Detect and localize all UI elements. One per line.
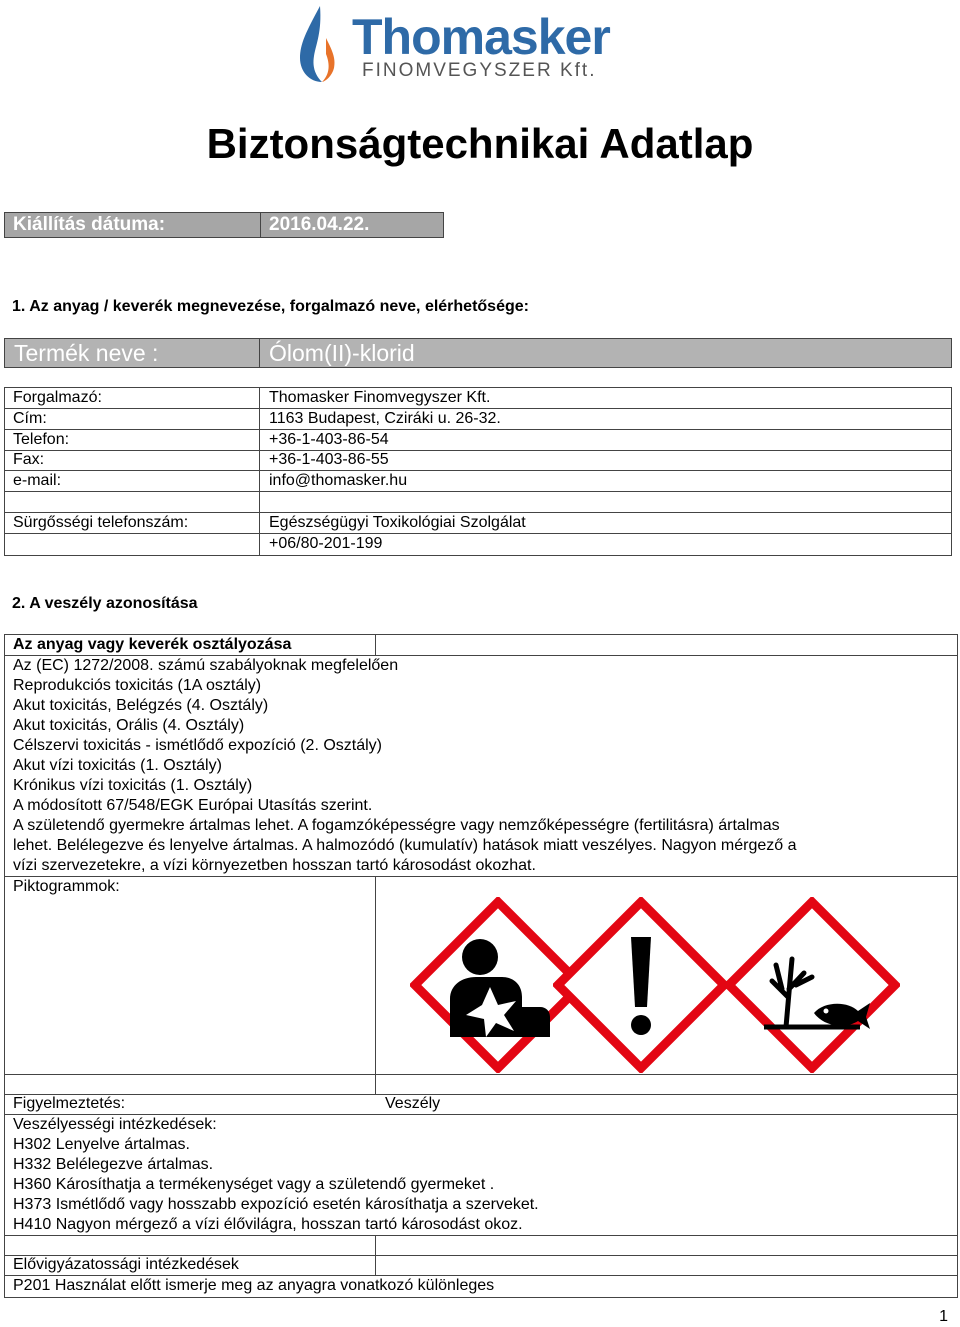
- warning-value: Veszély: [385, 1095, 441, 1112]
- pictograms-label: Piktogrammok:: [13, 878, 120, 895]
- classification-line: lehet. Belélegezve és lenyelve ártalmas. A halmozódó (kumulatív) hatások miatt veszélyes. Nagyon mérgező a: [13, 837, 797, 854]
- logo-drop-icon: [296, 4, 344, 84]
- environment-icon: [724, 897, 900, 1073]
- logo-name: Thomasker: [352, 9, 610, 65]
- classification-line: A módosított 67/548/EGK Európai Utasítás szerint.: [13, 797, 373, 814]
- row-value[interactable]: info@thomasker.hu: [269, 472, 408, 489]
- table-row: [5, 492, 951, 513]
- classification-line: Reprodukciós toxicitás (1A osztály): [13, 677, 262, 694]
- row-value: +06/80-201-199: [269, 535, 383, 552]
- table-row: [5, 513, 951, 534]
- product-value: Ólom(II)-klorid: [269, 340, 415, 366]
- page-number: 1: [939, 1308, 948, 1325]
- table-row: [5, 430, 951, 451]
- classification-line: Akut toxicitás, Belégzés (4. Osztály): [13, 697, 269, 714]
- row-value: Egészségügyi Toxikológiai Szolgálat: [269, 514, 526, 531]
- hazard-statements-heading: Veszélyességi intézkedések:: [13, 1116, 217, 1133]
- hazard-statement: H302 Lenyelve ártalmas.: [13, 1136, 190, 1153]
- precautions-heading: Elővigyázatossági intézkedések: [13, 1256, 239, 1273]
- contact-table: [4, 387, 952, 556]
- precaution-statement: P201 Használat előtt ismerje meg az anyagra vonatkozó különleges: [13, 1277, 495, 1294]
- classification-line: Az (EC) 1272/2008. számú szabályoknak megfelelően: [13, 657, 399, 674]
- issue-date-value: 2016.04.22.: [269, 214, 370, 235]
- issue-date-label: Kiállítás dátuma:: [13, 214, 166, 235]
- row-value: +36-1-403-86-54: [269, 431, 389, 448]
- exclamation-icon: [553, 897, 729, 1073]
- hazard-statement: H360 Károsíthatja a termékenységet vagy a születendő gyermeket .: [13, 1176, 495, 1193]
- table-row: [5, 388, 951, 409]
- classification-line: Akut vízi toxicitás (1. Osztály): [13, 757, 222, 774]
- section1-heading: 1. Az anyag / keverék megnevezése, forgalmazó neve, elérhetősége:: [12, 298, 529, 315]
- table-row: [5, 534, 951, 554]
- row-value: 1163 Budapest, Cziráki u. 26-32.: [269, 410, 501, 427]
- product-name-bar: [4, 338, 952, 368]
- logo-subtitle: FINOMVEGYSZER Kft.: [362, 60, 597, 81]
- row-key: Forgalmazó:: [13, 389, 102, 406]
- classification-line: Célszervi toxicitás - ismétlődő expozíció (2. Osztály): [13, 737, 382, 754]
- classification-heading: Az anyag vagy keverék osztályozása: [13, 636, 292, 653]
- hazard-identification-box: [4, 634, 958, 1298]
- warning-label: Figyelmeztetés:: [13, 1095, 126, 1112]
- row-value: Thomasker Finomvegyszer Kft.: [269, 389, 491, 406]
- document-title: Biztonságtechnikai Adatlap: [206, 120, 754, 167]
- product-label: Termék neve :: [14, 340, 159, 366]
- section2-heading: 2. A veszély azonosítása: [12, 595, 198, 612]
- classification-line: A születendő gyermekre ártalmas lehet. A fogamzóképességre vagy nemzőképességre (fertilitásra) ártalmas: [13, 817, 780, 834]
- hazard-statement: H332 Belélegezve ártalmas.: [13, 1156, 214, 1173]
- row-key: e-mail:: [13, 472, 62, 489]
- row-key: Fax:: [13, 451, 45, 468]
- classification-line: vízi szervezetekre, a vízi környezetben hosszan tartó károsodást okozhat.: [13, 857, 536, 874]
- row-value: +36-1-403-86-55: [269, 451, 389, 468]
- table-row: [5, 409, 951, 430]
- hazard-statement: H410 Nagyon mérgező a vízi élővilágra, hosszan tartó károsodást okoz.: [13, 1216, 523, 1233]
- classification-line: Krónikus vízi toxicitás (1. Osztály): [13, 777, 253, 794]
- row-key: Telefon:: [13, 431, 70, 448]
- issue-date-bar: [4, 212, 444, 238]
- row-key: Sürgősségi telefonszám:: [13, 514, 189, 531]
- table-row: [5, 471, 951, 492]
- row-key: Cím:: [13, 410, 47, 427]
- classification-line: Akut toxicitás, Orális (4. Osztály): [13, 717, 245, 734]
- table-row: [5, 450, 951, 471]
- hazard-statement: H373 Ismétlődő vagy hosszabb expozíció esetén károsíthatja a szerveket.: [13, 1196, 539, 1213]
